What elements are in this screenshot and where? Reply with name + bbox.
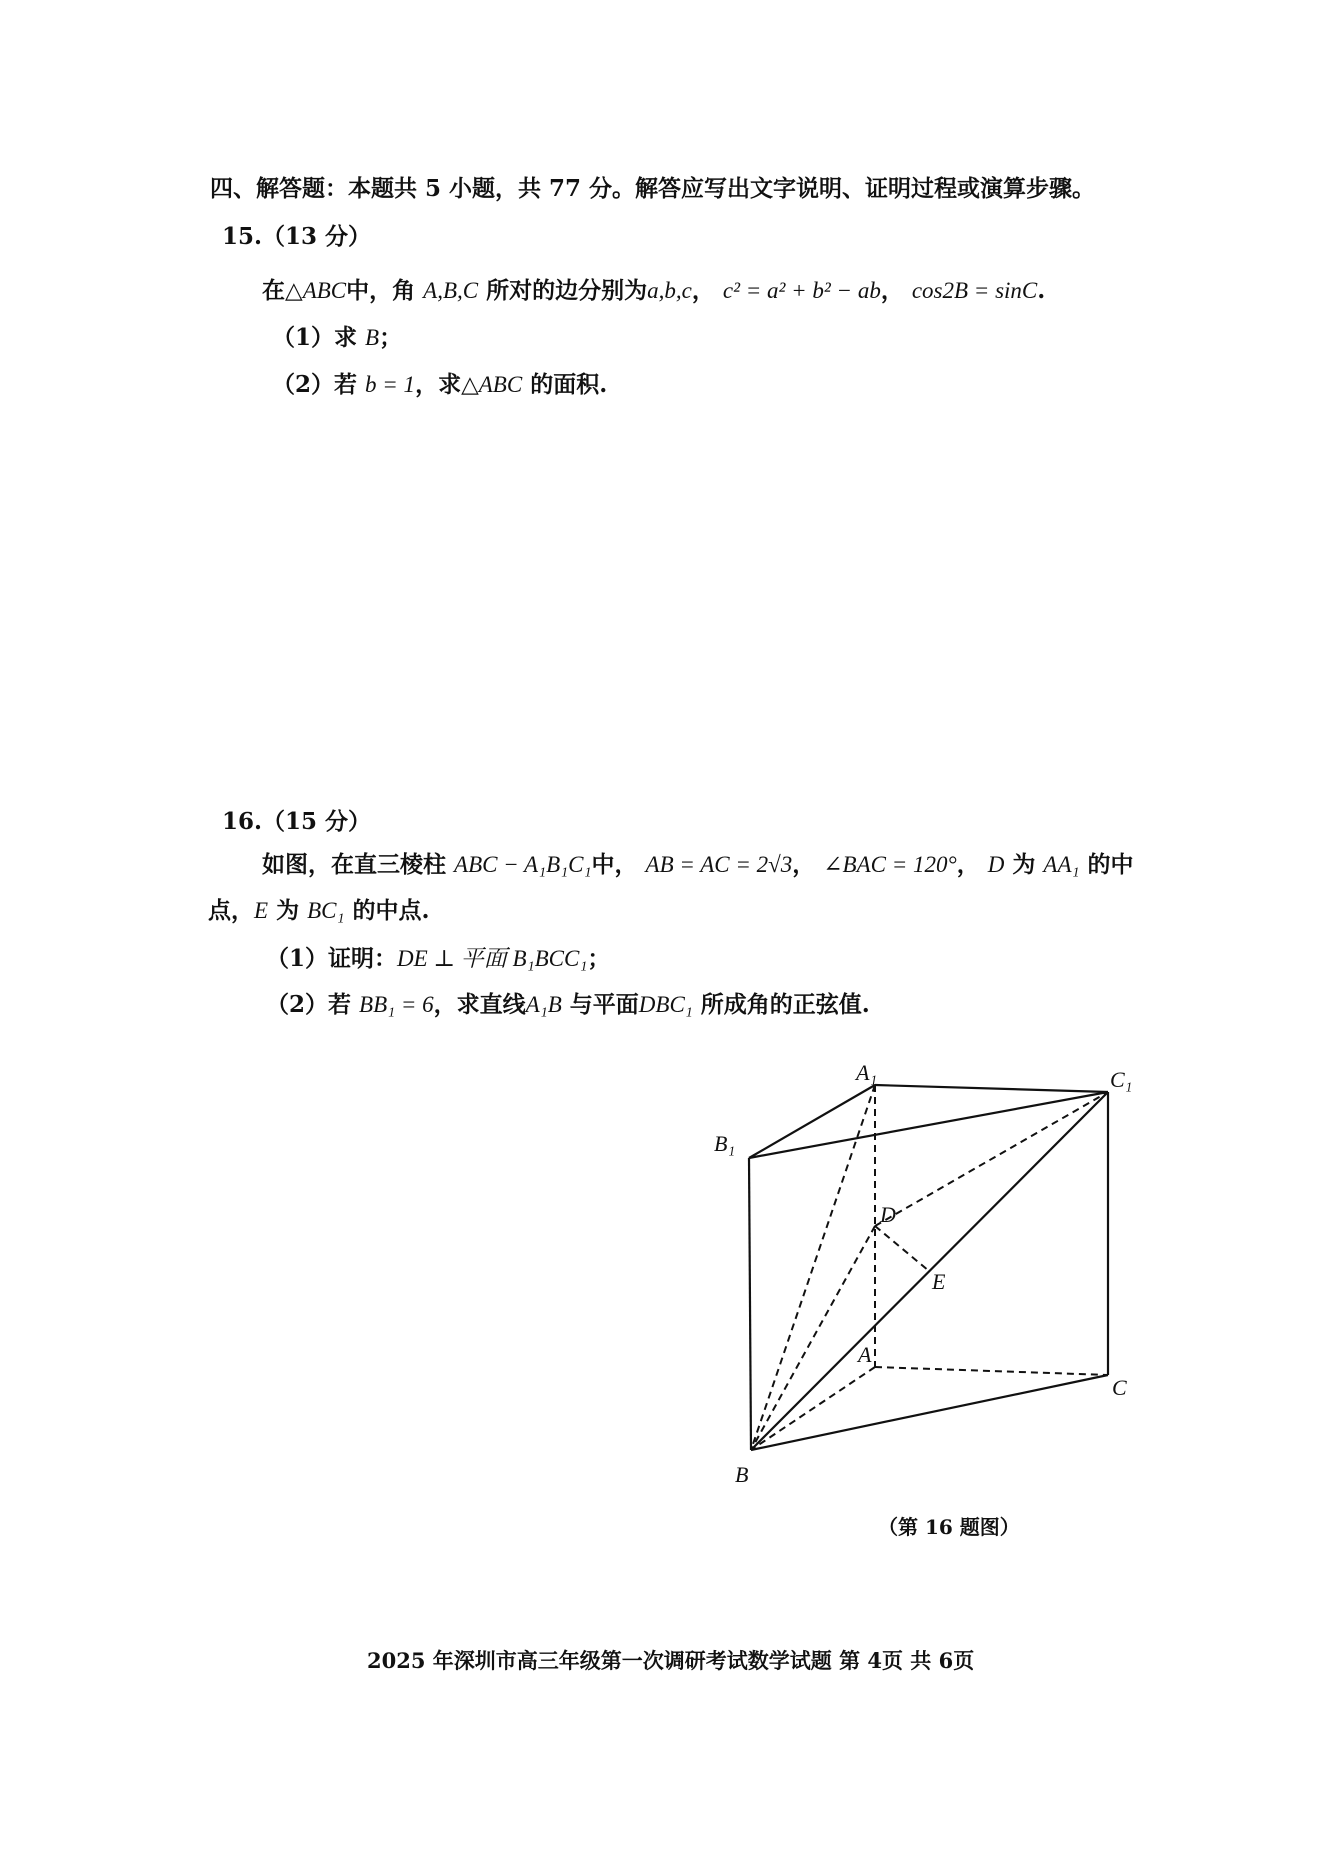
edge-D-B — [751, 1226, 875, 1450]
figure-caption: （第 16 题图） — [878, 1515, 1020, 1539]
label-E: E — [932, 1269, 946, 1294]
q16-stem-line2: 点，E 为 BC₁ 的中点. — [208, 897, 430, 924]
edge-D-E — [875, 1226, 929, 1271]
label-C: C — [1112, 1375, 1127, 1400]
label-B: B — [735, 1462, 749, 1487]
edge-B1-C1 — [749, 1092, 1108, 1158]
label-C1: C₁ — [1110, 1067, 1133, 1092]
edge-B-C — [751, 1375, 1108, 1450]
label-A1: A₁ — [856, 1060, 878, 1085]
prism-figure — [700, 1045, 1170, 1495]
q16-number: 16.（15 分） — [222, 808, 372, 835]
edge-A1-B — [751, 1085, 875, 1450]
q15-stem: 在△ABC中，角 A,B,C 所对的边分别为a,b,c， c² = a² + b² − ab， cos2B = sinC. — [262, 277, 1046, 304]
edge-A1-C1 — [875, 1085, 1108, 1092]
edge-B1-B — [749, 1158, 751, 1450]
q15-part2: （2）若 b = 1，求△ABC 的面积. — [272, 371, 608, 398]
q15-part1: （1）求 B； — [272, 324, 403, 351]
page-footer: 2025 年深圳市高三年级第一次调研考试数学试题 第 4页 共 6页 — [367, 1648, 975, 1673]
q15-number: 15.（13 分） — [222, 223, 372, 250]
edge-A-C — [875, 1367, 1108, 1375]
section-heading: 四、解答题：本题共 5 小题，共 77 分。解答应写出文字说明、证明过程或演算步骤。 — [210, 175, 1096, 202]
q16-stem-line1: 如图，在直三棱柱 ABC − A₁B₁C₁中， AB = AC = 2√3， ∠BAC = 120°， D 为 AA₁ 的中 — [262, 851, 1134, 878]
q16-part2: （2）若 BB₁ = 6，求直线A₁B 与平面DBC₁ 所成角的正弦值. — [266, 991, 870, 1018]
label-A: A — [858, 1342, 872, 1367]
label-D: D — [880, 1202, 896, 1227]
edge-D-C1 — [875, 1092, 1108, 1226]
prism-diagram — [700, 1045, 1170, 1495]
edge-B-C1 — [751, 1092, 1108, 1450]
label-B1: B₁ — [714, 1131, 736, 1156]
q16-part1: （1）证明：DE ⊥ 平面 B₁BCC₁； — [266, 945, 611, 972]
